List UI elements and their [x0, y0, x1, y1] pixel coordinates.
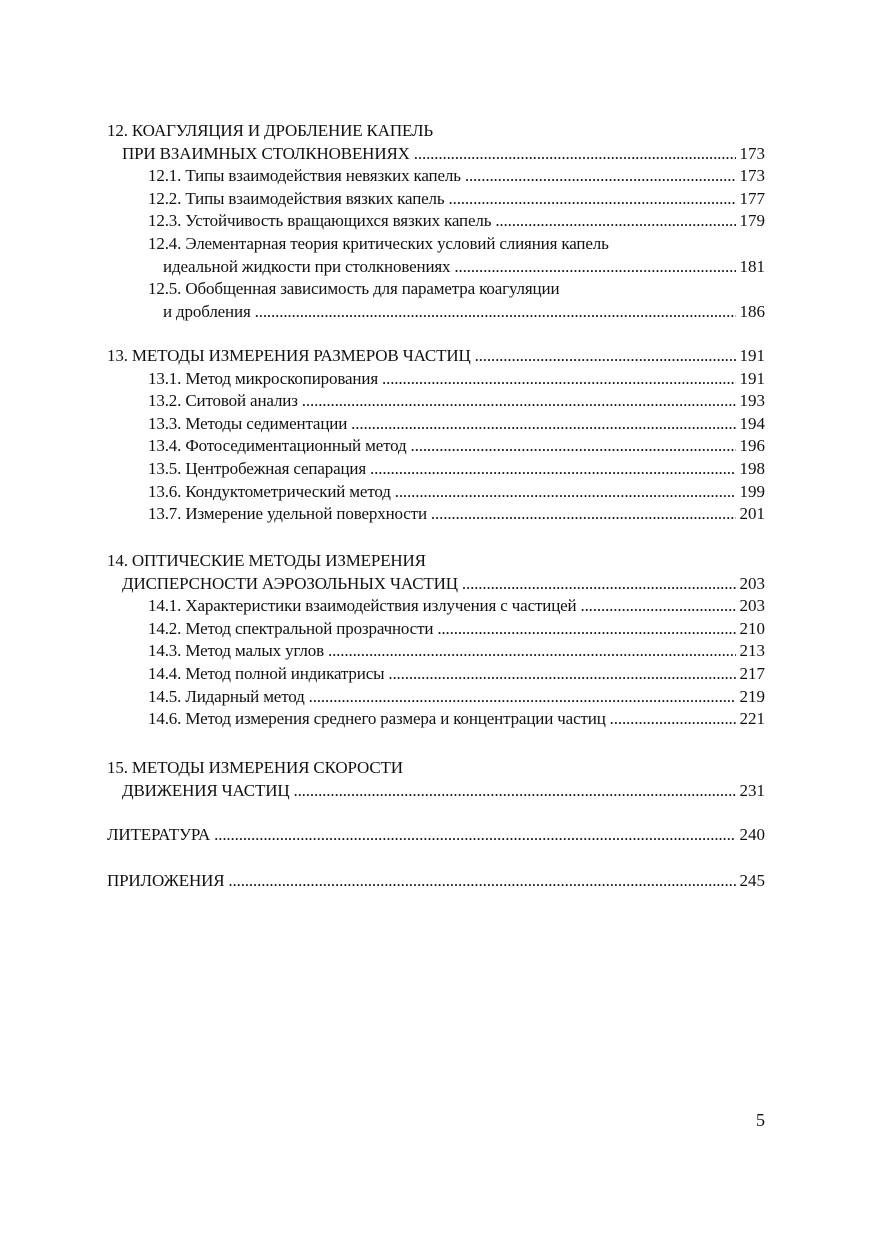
page-ref: 213	[739, 641, 765, 661]
toc-chapter	[107, 345, 765, 367]
page-ref: 201	[739, 504, 765, 524]
page-ref: 181	[739, 256, 765, 276]
dot-leader	[255, 301, 736, 323]
page-ref: 196	[739, 436, 765, 456]
entry-title: ПРИ ВЗАИМНЫХ СТОЛКНОВЕНИЯХ	[122, 143, 410, 163]
dot-leader	[328, 640, 736, 662]
dot-leader	[395, 481, 736, 503]
entry-title: 12.4. Элементарная теория критических условий слияния капель	[148, 234, 609, 253]
dot-leader	[495, 210, 735, 232]
toc-subsection	[148, 618, 765, 640]
page-ref: 221	[739, 709, 765, 729]
toc-subsection	[148, 708, 765, 730]
dot-leader	[454, 256, 735, 278]
page-ref: 191	[739, 346, 765, 365]
page-ref: 203	[739, 573, 765, 593]
page-ref: 193	[739, 391, 765, 411]
page-ref: 217	[739, 664, 765, 683]
entry-title: 13.5. Центробежная сепарация	[148, 459, 367, 478]
toc-subsection	[148, 595, 765, 617]
entry-title: ДВИЖЕНИЯ ЧАСТИЦ	[122, 780, 290, 800]
dot-leader	[228, 870, 735, 892]
page-ref: 191	[739, 368, 765, 388]
dot-leader	[462, 573, 736, 595]
toc-subsection	[163, 301, 765, 323]
toc-subsection	[148, 368, 765, 390]
page-number: 5	[756, 1110, 765, 1130]
toc-subsection	[148, 435, 765, 457]
dot-leader	[382, 368, 736, 390]
toc-subsection	[148, 390, 765, 412]
entry-title: 14. ОПТИЧЕСКИЕ МЕТОДЫ ИЗМЕРЕНИЯ	[107, 551, 426, 570]
toc-subsection	[148, 503, 765, 525]
dot-leader	[610, 708, 736, 730]
page-ref: 198	[739, 459, 765, 478]
page-ref: 219	[739, 686, 765, 706]
page-ref: 199	[739, 481, 765, 501]
toc-subsection	[148, 686, 765, 708]
toc-chapter	[107, 757, 403, 779]
toc-chapter	[107, 120, 433, 142]
dot-leader	[580, 595, 735, 617]
dot-leader	[449, 188, 736, 210]
toc-chapter	[107, 550, 426, 572]
dot-leader	[302, 390, 736, 412]
toc-subsection	[148, 481, 765, 503]
page-ref: 245	[739, 871, 765, 890]
entry-title: 13. МЕТОДЫ ИЗМЕРЕНИЯ РАЗМЕРОВ ЧАСТИЦ	[107, 346, 471, 365]
dot-leader	[351, 413, 735, 435]
toc-subsection	[148, 188, 765, 210]
toc-subsection	[148, 233, 609, 255]
page-ref: 194	[739, 413, 765, 433]
dot-leader	[437, 618, 735, 640]
entry-title: 12.3. Устойчивость вращающихся вязких капель	[148, 211, 492, 231]
dot-leader	[370, 458, 735, 480]
dot-leader	[431, 503, 736, 525]
dot-leader	[388, 663, 735, 685]
entry-title: 14.1. Характеристики взаимодействия излучения с частицей	[148, 596, 577, 616]
page-ref: 240	[739, 825, 765, 844]
entry-title: 13.6. Кондуктометрический метод	[148, 481, 391, 501]
dot-leader	[411, 435, 736, 457]
entry-title: 12.2. Типы взаимодействия вязких капель	[148, 188, 445, 208]
entry-title: 13.3. Методы седиментации	[148, 413, 348, 433]
entry-title: 13.1. Метод микроскопирования	[148, 368, 378, 388]
toc-chapter	[107, 870, 765, 892]
entry-title: 12.1. Типы взаимодействия невязких капель	[148, 166, 461, 186]
toc-subsection	[148, 640, 765, 662]
entry-title: 13.4. Фотоседиментационный метод	[148, 436, 407, 456]
entry-title: 14.4. Метод полной индикатрисы	[148, 664, 385, 683]
dot-leader	[293, 780, 735, 802]
entry-title: 14.6. Метод измерения среднего размера и концентрации частиц	[148, 709, 606, 729]
toc-subsection	[148, 458, 765, 480]
toc-subsection	[148, 165, 765, 187]
entry-title: 12. КОАГУЛЯЦИЯ И ДРОБЛЕНИЕ КАПЕЛЬ	[107, 121, 433, 140]
page-ref: 177	[739, 188, 765, 208]
toc-chapter	[122, 573, 765, 595]
toc-subsection	[148, 210, 765, 232]
entry-title: 15. МЕТОДЫ ИЗМЕРЕНИЯ СКОРОСТИ	[107, 758, 403, 777]
dot-leader	[214, 824, 735, 846]
entry-title: 13.7. Измерение удельной поверхности	[148, 504, 427, 524]
page-ref: 173	[739, 166, 765, 186]
toc-chapter	[122, 143, 765, 165]
entry-title: 14.3. Метод малых углов	[148, 641, 324, 661]
entry-title: 13.2. Ситовой анализ	[148, 391, 298, 411]
dot-leader	[465, 165, 736, 187]
entry-title: ПРИЛОЖЕНИЯ	[107, 871, 225, 890]
entry-title: идеальной жидкости при столкновениях	[163, 256, 451, 276]
page-ref: 186	[739, 301, 765, 321]
dot-leader	[309, 686, 736, 708]
toc-chapter	[107, 824, 765, 846]
toc-chapter	[122, 780, 765, 802]
toc-subsection	[148, 663, 765, 685]
page-ref: 179	[739, 211, 765, 231]
entry-title: и дробления	[163, 301, 251, 321]
entry-title: 14.2. Метод спектральной прозрачности	[148, 618, 434, 638]
entry-title: ЛИТЕРАТУРА	[107, 825, 211, 844]
toc-subsection	[148, 413, 765, 435]
entry-title: 12.5. Обобщенная зависимость для параметра коагуляции	[148, 279, 560, 299]
page-ref: 173	[739, 143, 765, 163]
page-ref: 210	[739, 618, 765, 638]
dot-leader	[475, 345, 736, 367]
dot-leader	[414, 143, 736, 165]
page-ref: 231	[739, 780, 765, 800]
page-ref: 203	[739, 596, 765, 616]
toc-subsection	[163, 256, 765, 278]
toc-subsection	[148, 278, 559, 300]
entry-title: ДИСПЕРСНОСТИ АЭРОЗОЛЬНЫХ ЧАСТИЦ	[122, 573, 458, 593]
entry-title: 14.5. Лидарный метод	[148, 686, 305, 706]
